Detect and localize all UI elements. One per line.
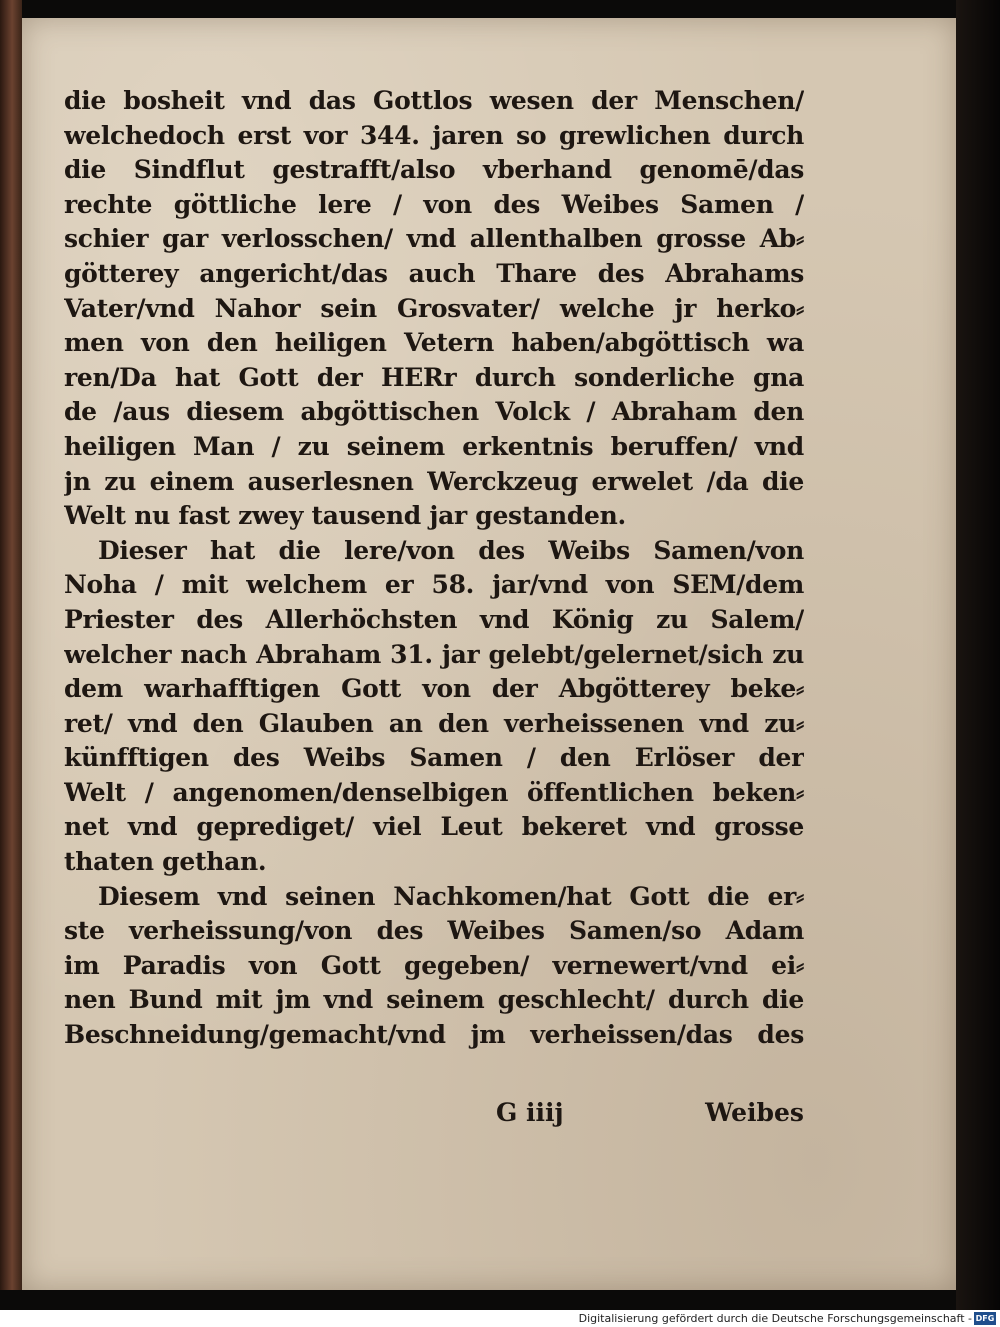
text-line: nen Bund mit jm vnd seinem geschlecht/ durch die	[64, 985, 804, 1015]
text-line: thaten gethan.	[64, 847, 267, 877]
dfg-logo: DFG	[975, 1314, 995, 1323]
text-line: schier gar verlosschen/ vnd allenthalben grosse Ab⸗	[64, 224, 804, 254]
text-line: Welt / angenomen/denselbigen öffentlichen beken⸗	[64, 777, 804, 807]
signature-mark: G iiij	[496, 1098, 564, 1127]
text-line: jn zu einem auserlesnen Werckzeug erwelet /da die	[64, 466, 804, 496]
page-edge-shadow	[956, 0, 1000, 1310]
text-line: net vnd geprediget/ viel Leut bekeret vnd grosse	[64, 812, 804, 842]
text-line: ren/Da hat Gott der HERr durch sonderliche gna	[64, 362, 804, 392]
text-line: rechte göttliche lere / von des Weibes Samen /	[64, 189, 804, 219]
text-line: Noha / mit welchem er 58. jar/vnd von SEM/dem	[64, 570, 804, 600]
text-line: götterey angericht/das auch Thare des Abrahams	[64, 258, 804, 288]
text-line: men von den heiligen Vetern haben/abgöttisch wa	[64, 328, 804, 358]
text-line: de /aus diesem abgöttischen Volck / Abraham den	[64, 397, 804, 427]
text-line: Vater/vnd Nahor sein Grosvater/ welche jr herko⸗	[64, 293, 804, 323]
text-line: die bosheit vnd das Gottlos wesen der Menschen/	[64, 86, 804, 115]
text-line: Priester des Allerhöchsten vnd König zu Salem/	[64, 604, 804, 634]
text-line: künfftigen des Weibs Samen / den Erlöser der	[64, 743, 804, 773]
text-line: die Sindflut gestrafft/also vberhand genomē/das	[64, 155, 804, 185]
footer-bar	[0, 1310, 1000, 1327]
text-line: im Paradis von Gott gegeben/ vernewert/vnd ei⸗	[64, 950, 804, 980]
catchword: Weibes	[705, 1098, 804, 1127]
text-line: welchedoch erst vor 344. jaren so grewlichen durch	[64, 120, 804, 150]
text-line: ste verheissung/von des Weibes Samen/so Adam	[64, 916, 804, 946]
text-line: dem warhafftigen Gott von der Abgötterey beke⸗	[64, 674, 804, 704]
page-footer-line	[64, 1098, 804, 1132]
text-line: Beschneidung/gemacht/vnd jm verheissen/das des	[64, 1020, 804, 1050]
text-line: ret/ vnd den Glauben an den verheissenen vnd zu⸗	[64, 708, 804, 738]
text-line: Diesem vnd seinen Nachkomen/hat Gott die er⸗	[98, 881, 804, 911]
text-line: welcher nach Abraham 31. jar gelebt/gelernet/sich zu	[64, 639, 804, 669]
funding-credit: Digitalisierung gefördert durch die Deutsche Forschungsgemeinschaft -	[578, 1312, 972, 1325]
text-line: Welt nu fast zwey tausend jar gestanden.	[64, 501, 626, 531]
text-line: Dieser hat die lere/von des Weibs Samen/von	[98, 535, 804, 565]
binding-edge	[0, 0, 22, 1290]
text-line: heiligen Man / zu seinem erkentnis beruffen/ vnd	[64, 431, 804, 461]
book-page	[22, 18, 956, 1290]
text-block	[64, 84, 804, 1053]
